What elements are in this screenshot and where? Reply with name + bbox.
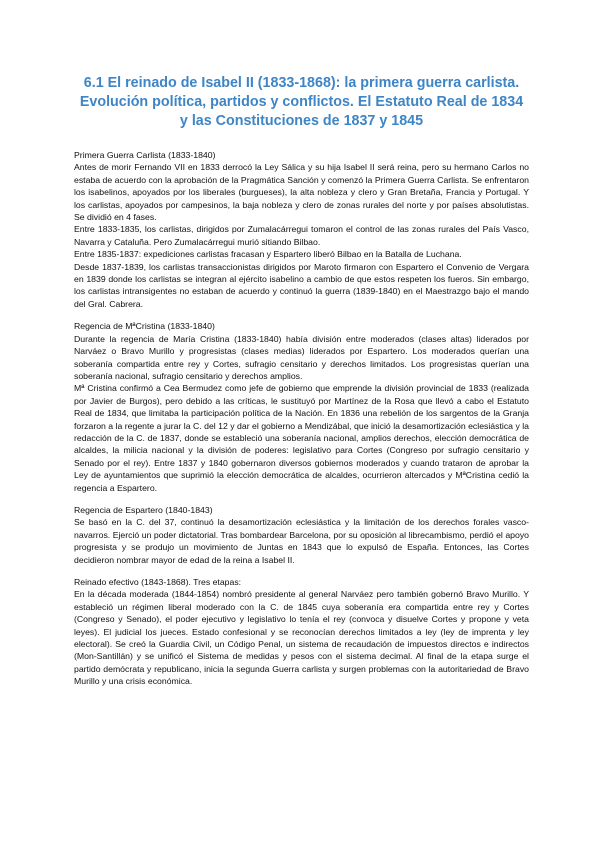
paragraph: Entre 1833-1835, los carlistas, dirigidos por Zumalacárregui tomaron el control de las zonas rurales del País Vasco, Navarra y Cataluña. Pero Zumalacárregui murió sitiando Bilbao.: [74, 224, 529, 247]
section-heading: Regencia de Espartero (1840-1843): [74, 504, 213, 515]
document-page: [74, 74, 529, 698]
document-title: 6.1 El reinado de Isabel II (1833-1868): la primera guerra carlista. Evolución política, partidos y conflictos. El Estatuto Real de 1834 y las Constituciones de 1837 y 1845: [79, 75, 524, 129]
paragraph: Desde 1837-1839, los carlistas transaccionistas dirigidos por Maroto firmaron con Espartero el Convenio de Vergara en 1839 donde los carlistas se integran al ejército isabelino a cambio de que estos respeten los fueros. Sin embargo, los carlistas intransigentes no estaban de acuerdo y continuó la guerra (1839-1840) en el Maestrazgo bajo el mando del Gral. Cabrera.: [74, 261, 529, 309]
paragraph: Entre 1835-1837: expediciones carlistas fracasan y Espartero liberó Bilbao en la Batalla de Luchana.: [74, 249, 462, 260]
section-heading: Reinado efectivo (1843-1868). Tres etapas:: [74, 577, 242, 587]
section-reinado-efectivo: [74, 576, 529, 688]
paragraph: En la década moderada (1844-1854) nombró presidente al general Narváez pero también gobernó Bravo Murillo. Y estableció un régimen liberal moderado con la C. de 1845 cuya soberanía era compartida entre rey y Cortes (Congreso y Senado), el poder ejecutivo y legislativo lo tenía el rey (convoca y disuelve Cortes y propone y veta leyes). El judicial los jueces. Estado confesional y se reconocían derechos limitados a ley (ley de imprenta y ley electoral). Se creó la Guardia Civil, un Código Penal, un sistema de recaudación de impuestos directos e indirectos (Mon-Santillán) y se unificó el Sistema de medidas y pesos con el sistema decimal. Al final de la etapa surge el partido demócrata y republicano, inicia la segunda Guerra carlista y surgen problemas con la autoritariedad de Bravo Murillo y una crisis económica.: [74, 589, 529, 687]
paragraph: Se basó en la C. del 37, continuó la desamortización eclesiástica y la limitación de los derechos forales vasco-navarros. Ejerció un poder dictatorial. Tras bombardear Barcelona, por su oposición al librecambismo, perdió el apoyo progresista y se produjo un movimiento de Juntas en 1843 que lo expulsó de España. Entonces, las Cortes decidieron nombrar mayor de edad de la reina a Isabel II.: [74, 517, 529, 565]
paragraph: Antes de morir Fernando VII en 1833 derrocó la Ley Sálica y su hija Isabel II será reina, pero su hermano Carlos no estaba de acuerdo con la aprobación de la Pragmática Sanción y comenzó la Primera Guerra Carlista. Se enfrentaron los isabelinos, apoyados por los liberales (burgueses), la alta nobleza y clero y Gran Bretaña, Francia y Portugal. Y los carlistas, apoyados por campesinos, la baja nobleza y clero de zonas rurales del norte y por países absolutistas. Se dividió en 4 fases.: [74, 162, 529, 223]
paragraph: Durante la regencia de María Cristina (1833-1840) había división entre moderados (clases altas) liderados por Narváez o Bravo Murillo y progresistas (clases medias) liderados por Espartero. Los moderados querían una soberanía compartida entre rey y Cortes, sufragio censitario y derechos limitados. Los progresistas querían una soberanía nacional, sufragio censitario y derechos amplios.: [74, 333, 529, 381]
section-primera-guerra-carlista: [74, 149, 529, 310]
paragraph: Mª Cristina confirmó a Cea Bermudez como jefe de gobierno que emprende la división provincial de 1833 (realizada por Javier de Burgos), pero debido a las críticas, le sustituyó por Martínez de la Rosa que llevó a cabo el Estatuto Real de 1834, que limitaba la participación política de la Nación. En 1836 una rebelión de los sargentos de la Granja forzaron a la regente a jurar la C. del 12 y dar el gobierno a Mendizábal, que inició la desamortización eclesiástica y la redacción de la C. de 1837, donde se estableció una soberanía nacional, amplios derechos, elección democrática de alcaldes, la milicia nacional y la división de poderes: legislativo para Cortes (Congreso por sufragio censitario y Senado por el rey). Entre 1837 y 1840 gobernaron diversos gobiernos moderados y cuando trataron de aprobar la Ley de ayuntamientos que suprimió la elección democrática de alcaldes, ocurrieron altercados y MªCristina cedió la regencia a Espartero.: [74, 383, 529, 493]
section-regencia-maria-cristina: [74, 320, 529, 494]
section-heading: Regencia de MªCristina (1833-1840): [74, 321, 215, 332]
section-regencia-espartero: [74, 504, 529, 566]
section-heading: Primera Guerra Carlista (1833-1840): [74, 150, 216, 160]
